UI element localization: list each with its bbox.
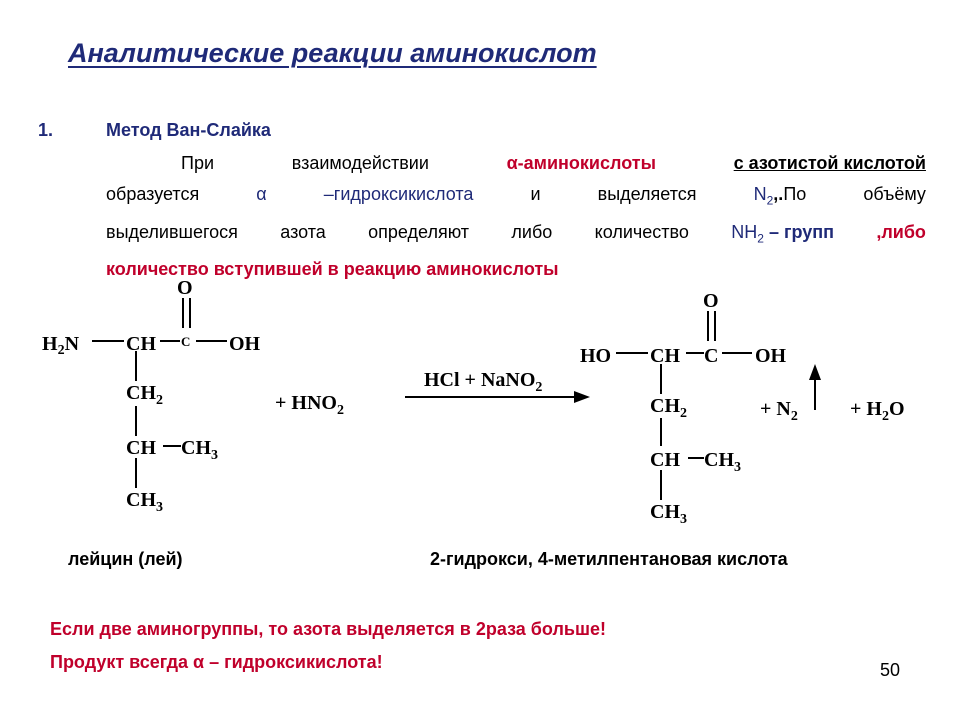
term-nitrous-acid: с азотистой кислотой: [733, 153, 926, 173]
svg-text:CH3: $CH_3$: [704, 449, 741, 475]
svg-text:CH: CH: [650, 345, 680, 367]
term-nh2-groups: $NH_2$ – групп: [731, 221, 834, 246]
svg-text:C: C: [704, 345, 719, 367]
svg-text:CH: CH: [126, 437, 156, 459]
term-n2: $N_2,.По$: [753, 184, 807, 208]
page-number: 50: [880, 660, 901, 680]
byproduct-n2: + $N_2$: [760, 398, 798, 424]
method-description: [106, 148, 926, 285]
caption-leucine: лейцин (лей): [68, 549, 183, 569]
note-product-always: Продукт всегда α – гидроксикислота!: [50, 652, 383, 672]
svg-text:CH3: $CH_3$: [126, 489, 163, 515]
reagent-hno2: + $HNO_2$: [275, 392, 344, 418]
description-line-4: количество вступившей в реакцию аминокислоты: [106, 259, 559, 280]
gas-evolution-arrow: [809, 364, 821, 410]
svg-text:H2N: $H_2N$: [42, 333, 80, 358]
caption-product: 2-гидрокси, 4-метилпентановая кислота: [430, 549, 788, 569]
method-number: 1.: [38, 120, 54, 140]
reaction-arrow: [405, 391, 590, 403]
term-hydroxy-acid: –гидроксикислота: [323, 184, 474, 204]
product-hydroxy-acid: [580, 290, 787, 527]
description-line-3: выделившегося азота определяют либо количество $NH_2$ – групп ,либо: [106, 217, 926, 255]
svg-text:O: O: [177, 277, 193, 299]
svg-text:CH2: $CH_2$: [650, 395, 687, 421]
svg-text:O: O: [703, 290, 719, 312]
slide-title: Аналитические реакции аминокислот: [68, 38, 597, 68]
svg-text:OH: OH: [229, 333, 261, 355]
svg-text:HO: HO: [580, 345, 612, 367]
reaction-scheme: [0, 270, 960, 540]
svg-text:CH: CH: [650, 449, 680, 471]
byproduct-h2o: + $H_2O$: [850, 398, 905, 424]
description-line-2: образуется α –гидроксикислота и выделяется $N_2,.По$ объёму: [106, 179, 926, 217]
svg-text:CH3: $CH_3$: [181, 437, 218, 463]
svg-text:CH: CH: [126, 333, 156, 355]
term-alpha-amino-acid: α-аминокислоты: [506, 153, 656, 173]
svg-text:C: C: [181, 334, 191, 349]
description-line-1: При взаимодействии α-аминокислоты с азотистой кислотой: [106, 148, 926, 179]
note-two-amino-groups: Если две аминогруппы, то азота выделяется в 2раза больше!: [50, 619, 606, 639]
reaction-conditions: HCl + NaNO$_2$: [424, 369, 543, 395]
svg-text:OH: OH: [755, 345, 787, 367]
svg-text:CH2: $CH_2$: [126, 382, 163, 408]
svg-text:CH3: $CH_3$: [650, 501, 687, 527]
reactant-leucine: [42, 277, 261, 515]
method-name: Метод Ван-Слайка: [106, 120, 271, 140]
